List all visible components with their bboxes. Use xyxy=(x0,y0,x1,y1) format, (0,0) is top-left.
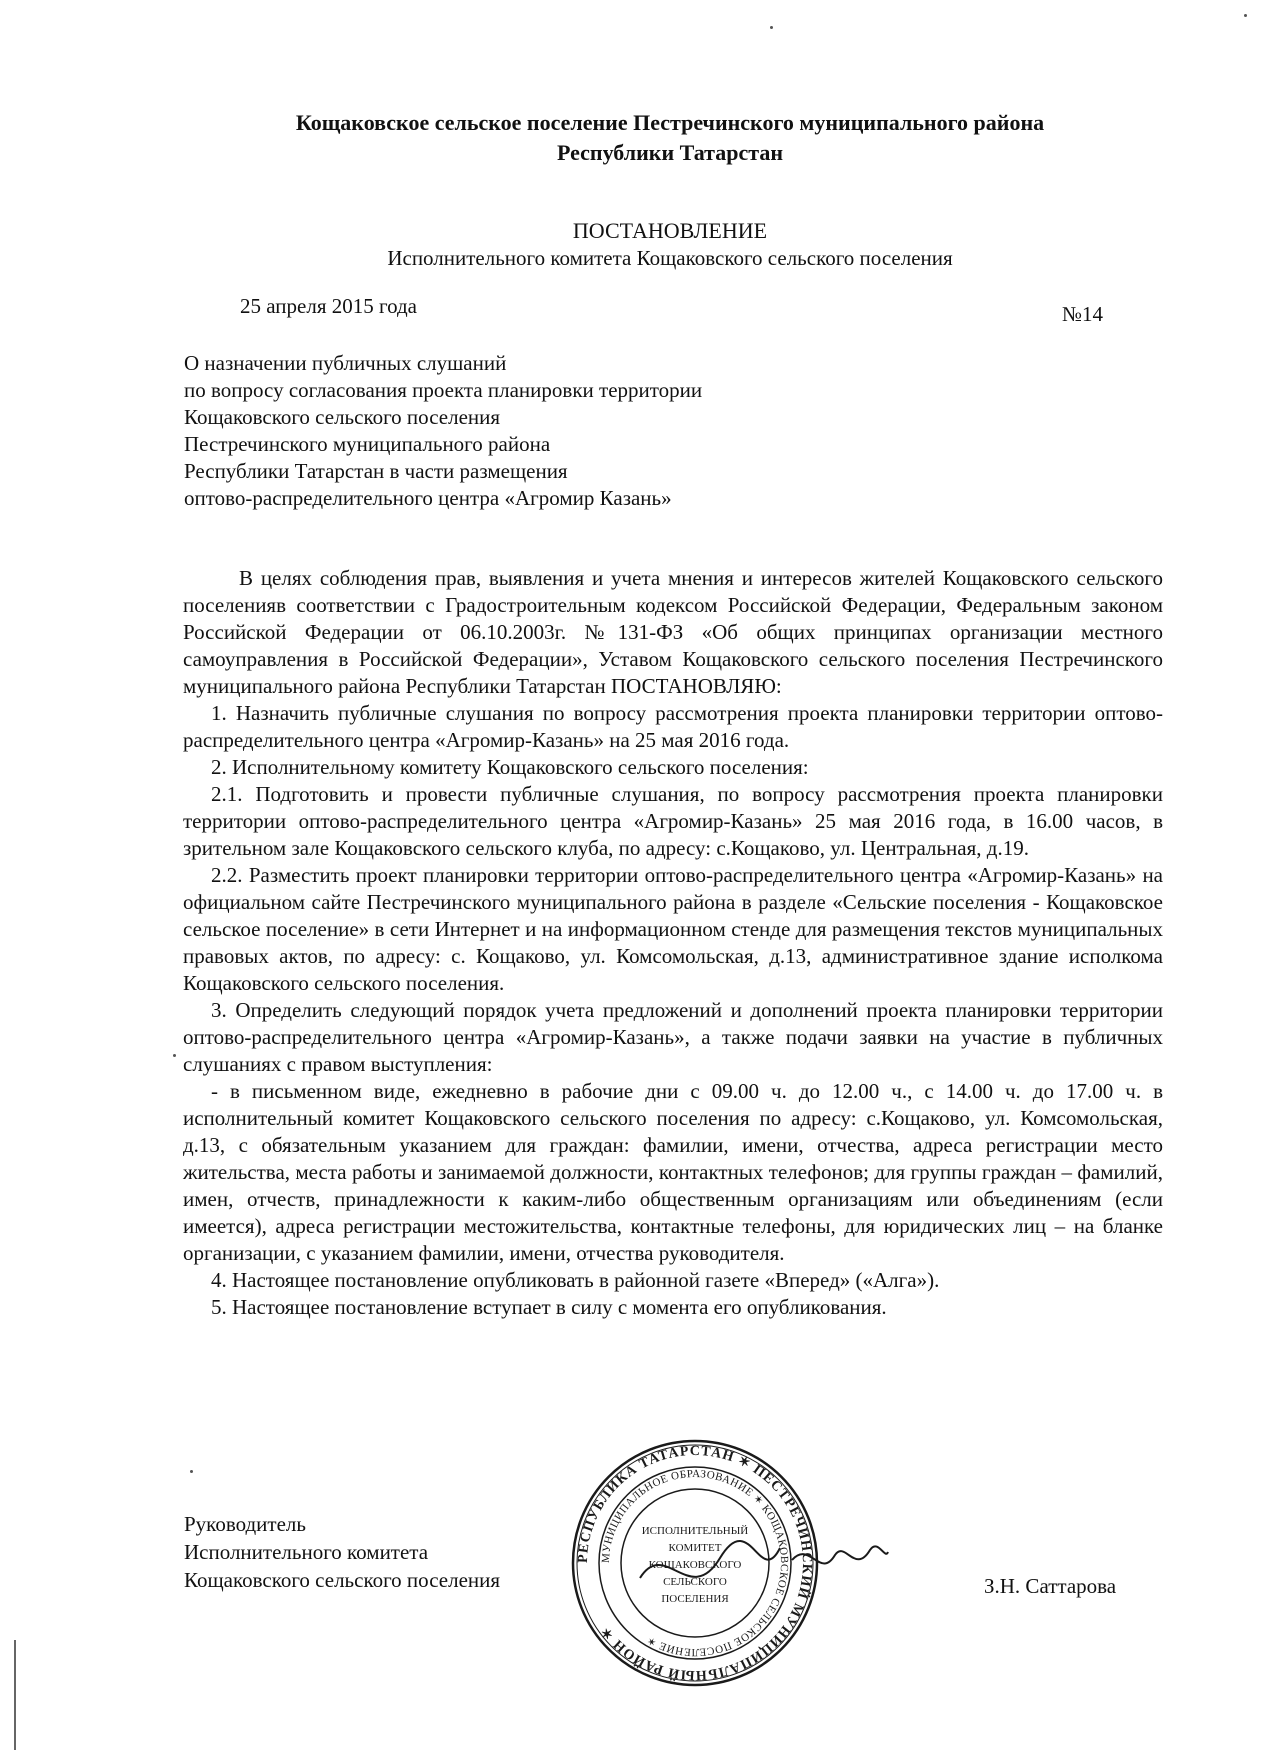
signatory-name: З.Н. Саттарова xyxy=(984,1574,1117,1598)
clause-4: 4. Настоящее постановление опубликовать в районной газете «Вперед» («Алга»). xyxy=(211,1268,940,1292)
official-seal xyxy=(570,1438,820,1688)
subject-line: Пестречинского муниципального района xyxy=(184,432,551,456)
clause-1: 1. Назначить публичные слушания по вопросу рассмотрения проекта планировки территории оптово-распределительного центра «Агромир-Казань» на 25 мая 2016 года. xyxy=(183,701,1163,752)
seal-center-line: КОМИТЕТ xyxy=(668,1542,722,1554)
document-number: №14 xyxy=(1062,302,1104,326)
scan-speck xyxy=(1244,14,1247,17)
clause-3: 3. Определить следующий порядок учета предложений и дополнений проекта планировки территории оптово-распределительного центра «Агромир-Казань», а также подачи заявки на участие в публичных слушаниях с правом выступления: xyxy=(183,998,1163,1076)
subject-line: по вопросу согласования проекта планировки территории xyxy=(184,378,703,402)
scan-speck xyxy=(173,1054,176,1057)
organization-line-1: Кощаковское сельское поселение Пестречинского муниципального района xyxy=(295,110,1045,135)
seal-middle-text: МУНИЦИПАЛЬНОЕ ОБРАЗОВАНИЕ ✶ КОЩАКОВСКОЕ СЕЛЬСКОЕ ПОСЕЛЕНИЕ ✶ xyxy=(599,1467,791,1659)
subject-line: оптово-распределительного центра «Агромир Казань» xyxy=(184,486,672,510)
seal-center-line: ПОСЕЛЕНИЯ xyxy=(661,1593,729,1605)
scan-margin-mark xyxy=(14,1640,16,1750)
seal-center-line: ИСПОЛНИТЕЛЬНЫЙ xyxy=(641,1525,749,1537)
organization-header xyxy=(120,108,1220,168)
document-body xyxy=(183,565,1163,1321)
seal-center-line: КОЩАКОВСКОГО xyxy=(648,1559,742,1571)
document-subject xyxy=(184,350,702,512)
clause-5: 5. Настоящее постановление вступает в силу с момента его опубликования. xyxy=(211,1295,887,1319)
signatory-title-line: Руководитель xyxy=(184,1512,306,1536)
clause-2-1: 2.1. Подготовить и провести публичные слушания, по вопросу рассмотрения проекта планировки территории оптово-распределительного центра «Агромир-Казань» 25 мая 2016 года, в 16.00 часов, в зрительном зале Кощаковского сельского клуба, по адресу: с.Кощаково, ул. Центральная, д.19. xyxy=(183,782,1163,860)
signatory-title-line: Кощаковского сельского поселения xyxy=(184,1568,501,1592)
signatory-title xyxy=(184,1510,500,1594)
subject-line: Республики Татарстан в части размещения xyxy=(184,459,568,483)
clause-2: 2. Исполнительному комитету Кощаковского сельского поселения: xyxy=(211,755,809,779)
signatory-title-line: Исполнительного комитета xyxy=(184,1540,429,1564)
document-date: 25 апреля 2015 года xyxy=(240,294,417,318)
clause-3-procedure: - в письменном виде, ежедневно в рабочие дни с 09.00 ч. до 12.00 ч., с 14.00 ч. до 17.00 ч. в исполнительный комитет Кощаковского сельского поселения по адресу: с.Кощаково, ул. Комсомольская, д.13, с обязательным указанием для граждан: фамилии, имени, отчества, адреса регистрации место жительства, места работы и занимаемой должности, контактных телефонов; для группы граждан – фамилий, имен, отчеств, принадлежности к каким-либо общественным организациям или объединениям (если имеется), адреса регистрации местожительства, контактные телефоны, для юридических лиц – на бланке организации, с указанием фамилии, имени, отчества руководителя. xyxy=(183,1079,1163,1265)
subject-line: О назначении публичных слушаний xyxy=(184,351,507,375)
seal-center-line: СЕЛЬСКОГО xyxy=(663,1576,727,1588)
seal-outer-text: РЕСПУБЛИКА ТАТАРСТАН ✶ ПЕСТРЕЧИНСКИЙ МУНИЦИПАЛЬНЫЙ РАЙОН ✶ xyxy=(575,1443,815,1683)
organization-line-2: Республики Татарстан xyxy=(556,140,784,165)
scan-speck xyxy=(770,26,773,29)
document-type: ПОСТАНОВЛЕНИЕ xyxy=(572,218,768,243)
scan-speck xyxy=(190,1470,193,1473)
handwritten-signature xyxy=(790,1530,890,1590)
subject-line: Кощаковского сельского поселения xyxy=(184,405,501,429)
clause-2-2: 2.2. Разместить проект планировки территории оптово-распределительного центра «Агромир-Казань» на официальном сайте Пестречинского муниципального района в разделе «Сельские поселения - Кощаковское сельское поселение» в сети Интернет и на информационном стенде для размещения текстов муниципальных правовых актов, по адресу: с. Кощаково, ул. Комсомольская, д.13, административное здание исполкома Кощаковского сельского поселения. xyxy=(183,863,1163,995)
document-issuer: Исполнительного комитета Кощаковского сельского поселения xyxy=(387,246,953,270)
preamble-paragraph: В целях соблюдения прав, выявления и учета мнения и интересов жителей Кощаковского сельского поселенияв соответствии с Градостроительным кодексом Российской Федерации, Федеральным законом Российской Федерации от 06.10.2003г. №131-ФЗ «Об общих принципах организации местного самоуправления в Российской Федерации», Уставом Кощаковского сельского поселения Пестречинского муниципального района Республики Татарстан ПОСТАНОВЛЯЮ: xyxy=(183,566,1163,698)
